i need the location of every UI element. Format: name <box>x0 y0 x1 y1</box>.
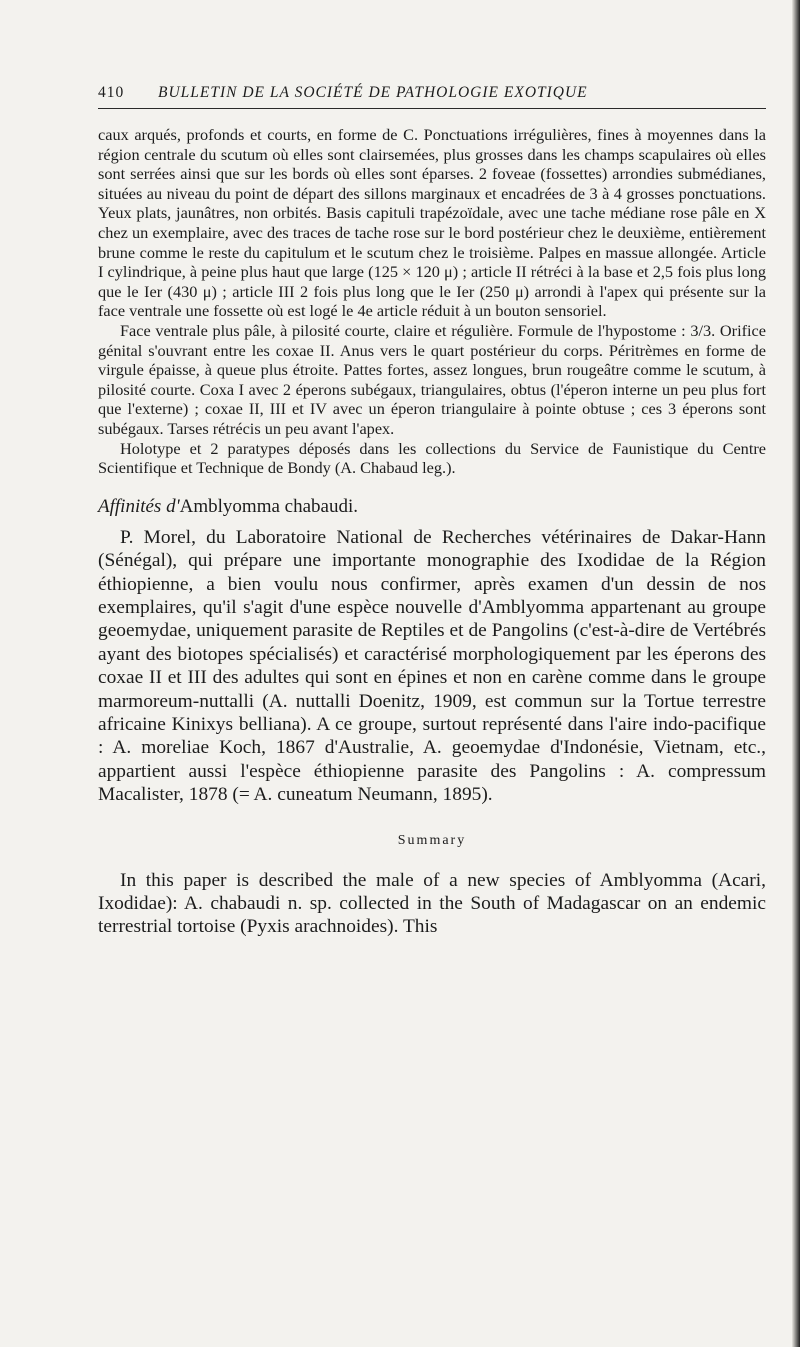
page-binding-edge <box>792 0 800 1347</box>
paragraph-dorsal: caux arqués, profonds et courts, en forme de C. Ponctuations irrégulières, fines à moyennes dans la région centrale du scutum où elles sont clairsemées, plus grosses dans les champs scapulaires où elles sont serrées ainsi que sur les bords où elles sont éparses. 2 foveae (fossettes) arrondies submédianes, situées au niveau du point de départ des sillons marginaux et encadrées de 3 à 4 grosses ponctuations. Yeux plats, jaunâtres, non orbités. Basis capituli trapézoïdale, avec une tache médiane rose pâle en X chez un exemplaire, avec des traces de tache rose sur le bord postérieur chez le deuxième, entièrement brune comme le reste du capitulum et le scutum chez le troisième. Palpes en massue allongée. Article I cylindrique, à peine plus haut que large (125 × 120 μ) ; article II rétréci à la base et 2,5 fois plus long que le Ier (430 μ) ; article III 2 fois plus long que le Ier (250 μ) arrondi à l'apex qui présente sur la face ventrale une fossette où est logé le 4e article réduit à un bouton sensoriel. <box>98 125 766 321</box>
summary-heading: Summary <box>397 832 467 848</box>
paragraph-ventral: Face ventrale plus pâle, à pilosité courte, claire et régulière. Formule de l'hypostome : 3/3. Orifice génital s'ouvrant entre les coxae II. Anus vers le quart postérieur du corps. Péritrèmes en forme de virgule épaisse, à queue plus étroite. Pattes fortes, assez longues, brun rougeâtre comme le scutum, à pilosité courte. Coxa I avec 2 éperons subégaux, triangulaires, obtus (l'éperon interne un peu plus fort que l'externe) ; coxae II, III et IV avec un éperon triangulaire à pointe obtuse ; ces 3 éperons sont subégaux. Tarses rétrécis un peu avant l'apex. <box>98 320 766 438</box>
affinities-section <box>98 526 766 807</box>
section-heading-affinities <box>98 496 766 518</box>
paragraph-affinities: P. Morel, du Laboratoire National de Recherches vétérinaires de Dakar-Hann (Sénégal), qui prépare une importante monographie des Ixodidae de la Région éthiopienne, a bien voulu nous confirmer, après examen d'un dessin de nos exemplaires, qu'il s'agit d'une espèce nouvelle d'Amblyomma appartenant au groupe geoemydae, uniquement parasite de Reptiles et de Pangolins (c'est-à-dire de Vertébrés ayant des biotopes spécialisés) et caractérisé morphologiquement par les éperons des coxae II et III des adultes qui sont en épines et non en carène comme dans le groupe marmoreum-nuttalli (A. nuttalli Doenitz, 1909, est commun sur la Tortue terrestre africaine Kinixys belliana). A ce groupe, surtout représenté dans l'aire indo-pacifique : A. moreliae Koch, 1867 d'Australie, A. geoemydae d'Indonésie, Vietnam, etc., appartient aussi l'espèce éthiopienne parasite des Pangolins : A. compressum Macalister, 1878 (= A. cuneatum Neumann, 1895). <box>98 526 766 806</box>
paragraph-summary: In this paper is described the male of a new species of Amblyomma (Acari, Ixodidae): A. chabaudi n. sp. collected in the South of Madagascar on an endemic terrestrial tortoise (Pyxis arachnoides). This <box>98 869 766 938</box>
running-header <box>98 84 766 109</box>
description-text <box>98 125 766 478</box>
page-number: 410 <box>98 84 125 101</box>
paragraph-holotype: Holotype et 2 paratypes déposés dans les collections du Service de Faunistique du Centre Scientifique et Technique de Bondy (A. Chabaud leg.). <box>98 438 766 478</box>
journal-title: BULLETIN DE LA SOCIÉTÉ DE PATHOLOGIE EXOTIQUE <box>158 84 588 101</box>
summary-section <box>98 869 766 939</box>
journal-page <box>98 84 766 939</box>
heading-italic: Affinités d' <box>98 495 180 517</box>
heading-species: Amblyomma chabaudi. <box>179 495 358 517</box>
